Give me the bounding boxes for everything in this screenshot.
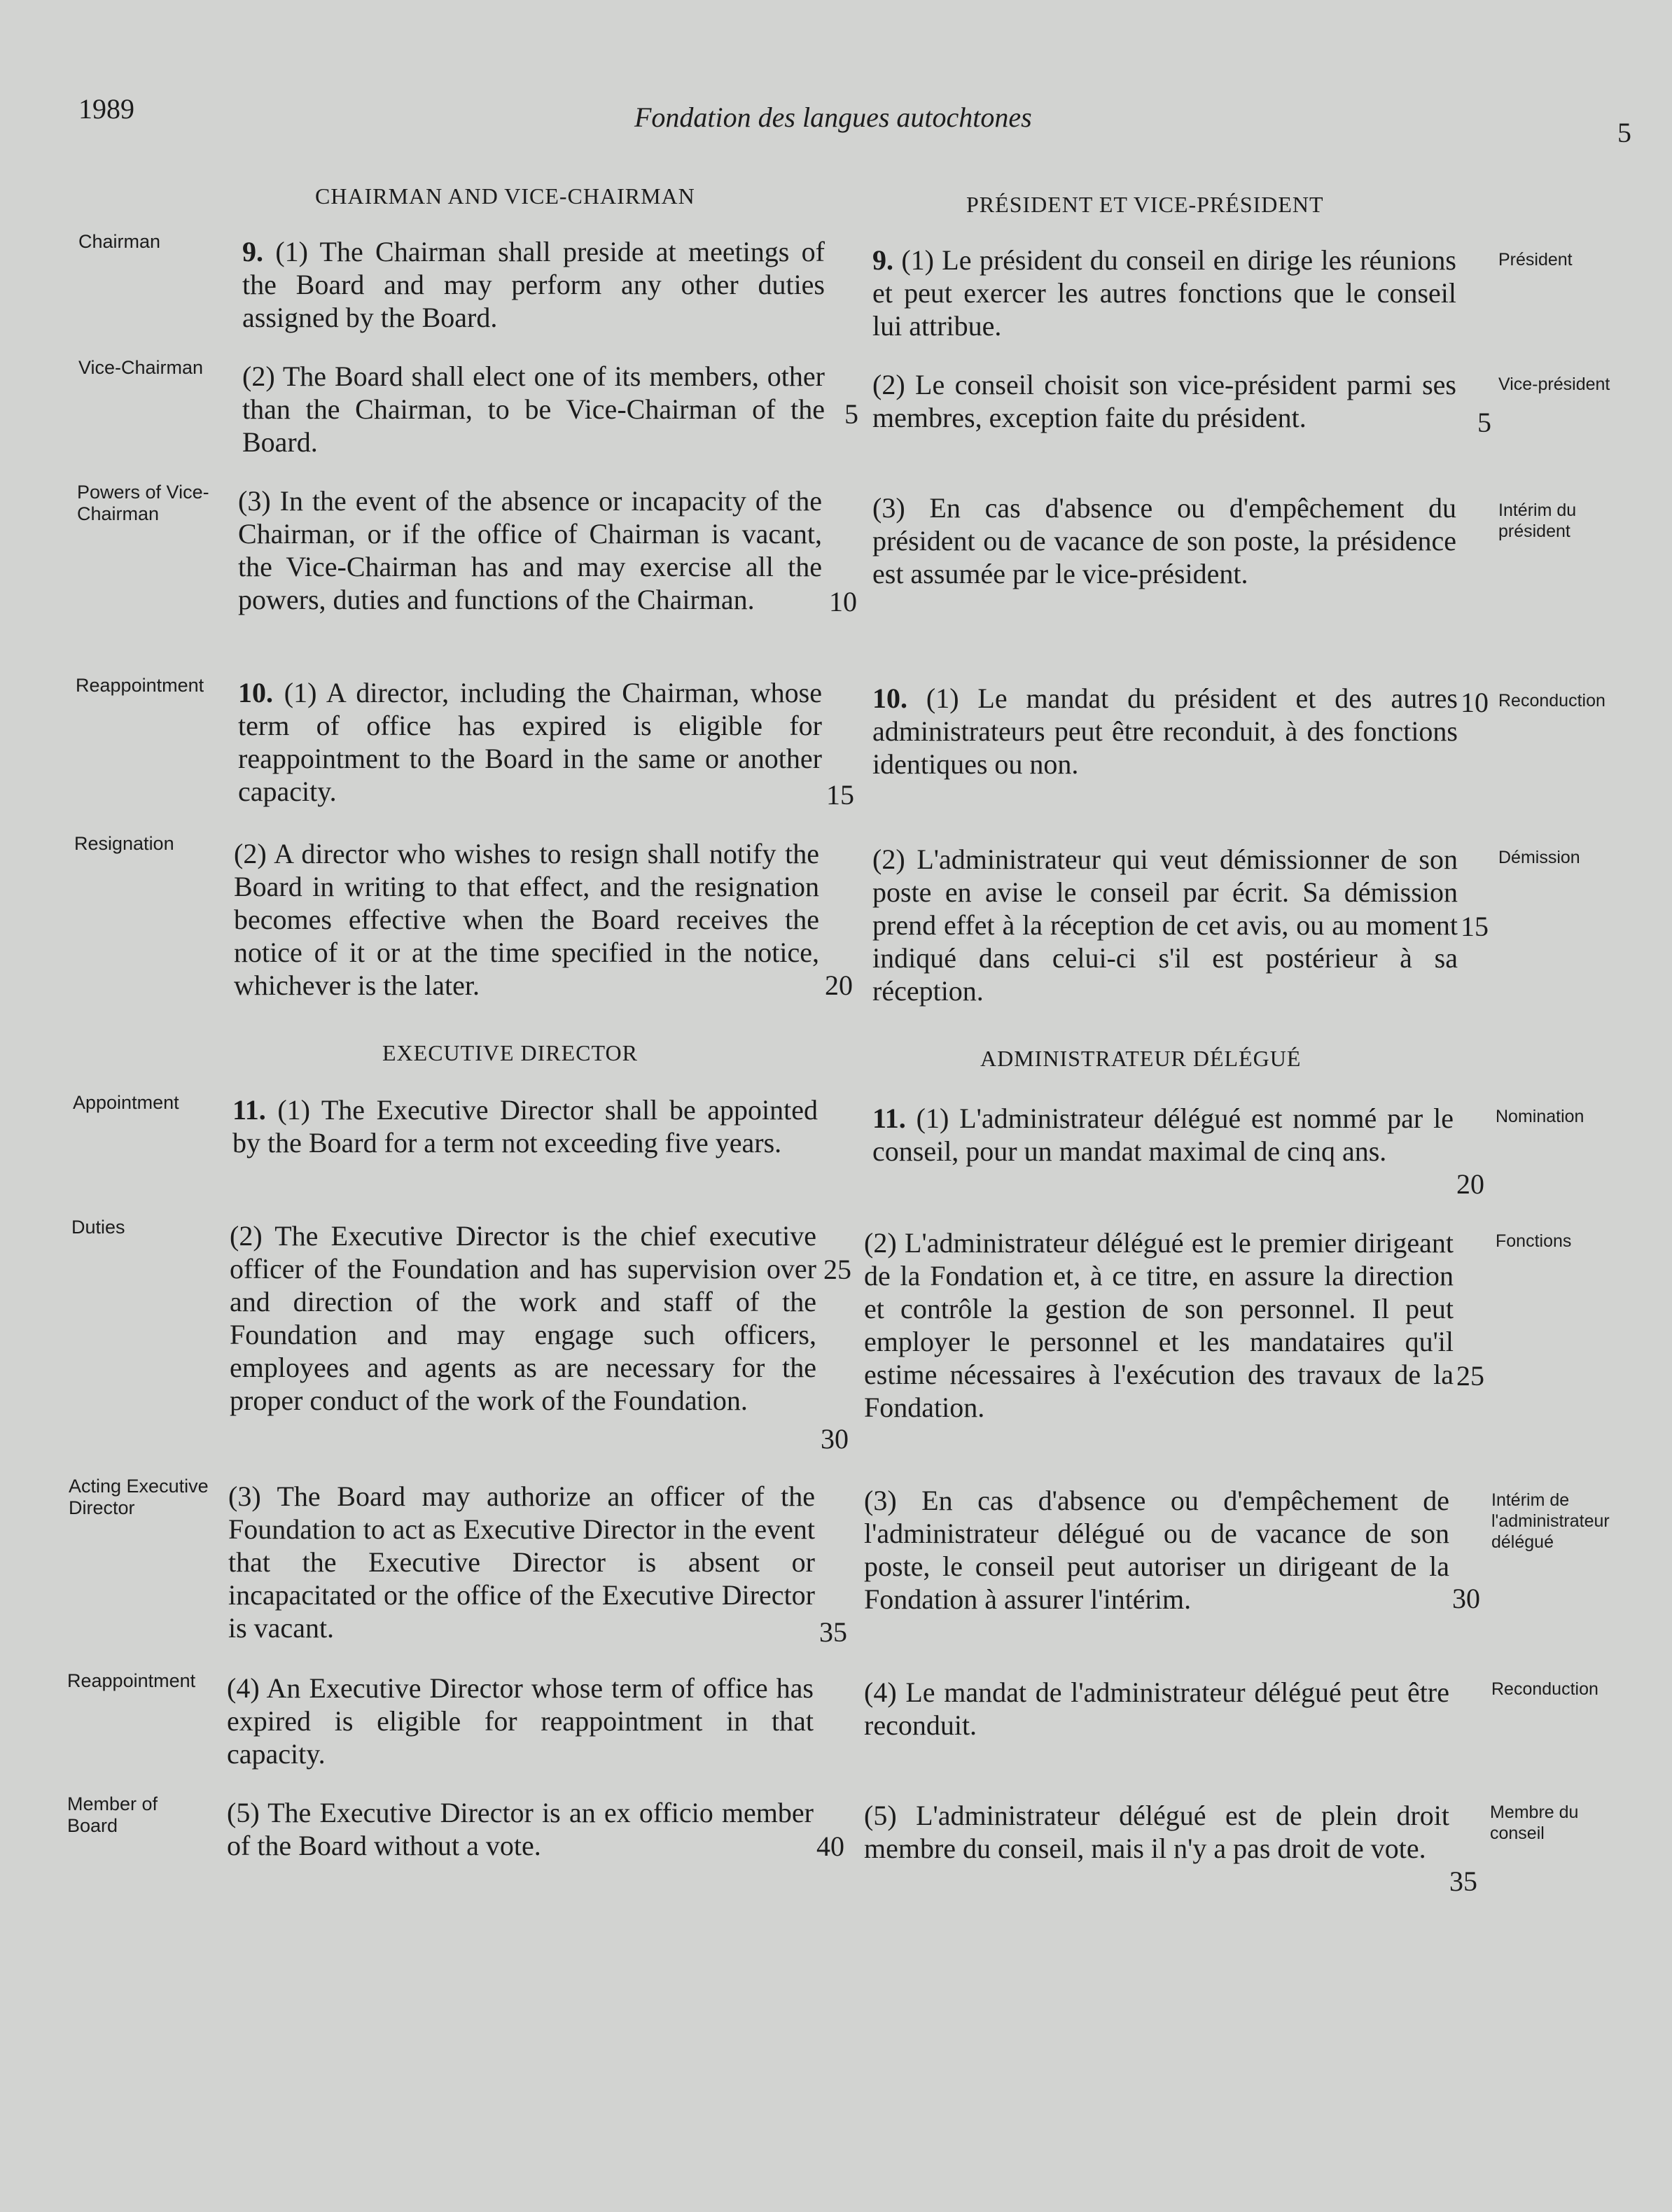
en-paragraph-9-3: (3) In the event of the absence or incapacity of the Chairman, or if the office of Chairman is vacant, the Vice-Chairman has and may exercise all the powers, duties and functions of the Chairman. [238, 485, 822, 615]
fr-paragraph-9-1: 9. (1) Le président du conseil en dirige les réunions et peut exercer les autres fonctions que le conseil lui attribue. [872, 244, 1456, 342]
en-line-number-35: 35 [819, 1616, 847, 1648]
margin-note-president: Président [1498, 250, 1573, 270]
margin-note-interim-administrateur: Intérim de l'administrateur délégué [1491, 1490, 1610, 1552]
en-line-number-40: 40 [816, 1830, 844, 1862]
fr-paragraph-11-1: 11. (1) L'administrateur délégué est nommé par le conseil, pour un mandat maximal de cinq ans. [872, 1102, 1454, 1167]
en-line-number-15: 15 [826, 779, 854, 811]
margin-note-vice-chairman: Vice-Chairman [78, 357, 204, 378]
fr-paragraph-9-3: (3) En cas d'absence ou d'empêchement du président ou de vacance de son poste, la présidence est assumée par le vice-président. [872, 492, 1456, 589]
margin-note-acting-executive-director: Acting Executive Director [69, 1476, 209, 1518]
margin-note-powers-vice-chairman: Powers of Vice-Chairman [77, 482, 209, 524]
en-paragraph-11-5: (5) The Executive Director is an ex officio member of the Board without a vote. [227, 1797, 814, 1861]
fr-line-number-30: 30 [1452, 1583, 1480, 1614]
margin-note-reconduction: Reconduction [1498, 691, 1605, 710]
margin-note-nomination: Nomination [1496, 1107, 1584, 1126]
margin-note-chairman: Chairman [78, 231, 161, 252]
en-line-number-25: 25 [823, 1254, 851, 1285]
margin-note-vice-president: Vice-président [1498, 374, 1610, 394]
en-paragraph-9-1: 9. (1) The Chairman shall preside at meetings of the Board and may perform any other duties assigned by the Board. [242, 236, 825, 333]
section-heading-chairman: CHAIRMAN AND VICE-CHAIRMAN [315, 183, 695, 209]
en-line-number-10: 10 [829, 586, 857, 617]
en-line-number-30: 30 [821, 1423, 849, 1455]
fr-paragraph-11-3: (3) En cas d'absence ou d'empêchement de l'administrateur délégué ou de vacance de son poste, le conseil peut autoriser un dirigeant de la Fondation à assurer l'intérim. [864, 1485, 1449, 1615]
margin-note-member-of-board: Member of Board [67, 1793, 158, 1836]
fr-paragraph-11-5: (5) L'administrateur délégué est de plein droit membre du conseil, mais il n'y a pas droit de vote. [864, 1800, 1449, 1864]
fr-paragraph-10-1: 10. (1) Le mandat du président et des autres administrateurs peut être reconduit, à des fonctions identiques ou non. [872, 682, 1458, 780]
fr-line-number-5: 5 [1477, 407, 1491, 438]
en-paragraph-11-4: (4) An Executive Director whose term of office has expired is eligible for reappointment in that capacity. [227, 1672, 814, 1770]
en-paragraph-10-1: 10. (1) A director, including the Chairman, whose term of office has expired is eligible for reappointment to the Board in the same or another capacity. [238, 677, 822, 807]
margin-note-fonctions: Fonctions [1496, 1231, 1572, 1251]
margin-note-reconduction-2: Reconduction [1491, 1679, 1598, 1699]
en-paragraph-11-2: (2) The Executive Director is the chief executive officer of the Foundation and has supervision over and direction of the work and staff of the Foundation and may engage such officers, employees and agents as are necessary for the proper conduct of the work of the Foundation. [230, 1220, 816, 1416]
section-heading-president: PRÉSIDENT ET VICE-PRÉSIDENT [966, 192, 1324, 217]
fr-line-number-20: 20 [1456, 1168, 1484, 1200]
section-heading-executive: EXECUTIVE DIRECTOR [382, 1040, 638, 1065]
fr-paragraph-9-2: (2) Le conseil choisit son vice-président parmi ses membres, exception faite du président. [872, 369, 1456, 433]
fr-line-number-10: 10 [1461, 687, 1489, 718]
fr-line-number-15: 15 [1461, 911, 1489, 942]
en-paragraph-11-1: 11. (1) The Executive Director shall be appointed by the Board for a term not exceeding five years. [232, 1094, 818, 1158]
section-heading-administrateur: ADMINISTRATEUR DÉLÉGUÉ [980, 1046, 1302, 1071]
margin-note-membre-du-conseil: Membre du conseil [1490, 1802, 1579, 1843]
year: 1989 [78, 93, 134, 125]
margin-note-appointment: Appointment [73, 1092, 179, 1113]
page-number: 5 [1617, 117, 1631, 148]
en-line-number-5: 5 [844, 398, 858, 430]
margin-note-reappointment: Reappointment [76, 675, 204, 696]
margin-note-reappointment-2: Reappointment [67, 1670, 196, 1691]
fr-line-number-25: 25 [1456, 1360, 1484, 1392]
fr-paragraph-11-4: (4) Le mandat de l'administrateur délégué peut être reconduit. [864, 1676, 1449, 1741]
fr-line-number-35: 35 [1449, 1865, 1477, 1897]
en-paragraph-11-3: (3) The Board may authorize an officer of the Foundation to act as Executive Director in the event that the Executive Director is absent or incapacitated or the office of the Executive Director is vacant. [228, 1480, 815, 1644]
en-paragraph-9-2: (2) The Board shall elect one of its members, other than the Chairman, to be Vice-Chairman of the Board. [242, 360, 825, 458]
fr-paragraph-11-2: (2) L'administrateur délégué est le premier dirigeant de la Fondation et, à ce titre, en assure la direction et contrôle la gestion de son personnel. Il peut employer le personnel et les mandataires qu'il estime nécessaires à l'exécution des travaux de la Fondation. [864, 1227, 1454, 1423]
en-paragraph-10-2: (2) A director who wishes to resign shall notify the Board in writing to that effect, and the resignation becomes effective when the Board receives the notice of it or at the time specified in the notice, whichever is the later. [234, 838, 819, 1001]
margin-note-demission: Démission [1498, 848, 1580, 867]
running-title: Fondation des langues autochtones [634, 102, 1032, 133]
margin-note-interim-president: Intérim du président [1498, 500, 1577, 541]
fr-paragraph-10-2: (2) L'administrateur qui veut démissionner de son poste en avise le conseil par écrit. Sa démission prend effet à la réception de cet avis, ou au moment indiqué dans celui-ci s'il est postérieur à sa réception. [872, 844, 1458, 1007]
en-line-number-20: 20 [825, 969, 853, 1001]
margin-note-duties: Duties [71, 1217, 125, 1238]
margin-note-resignation: Resignation [74, 833, 174, 854]
